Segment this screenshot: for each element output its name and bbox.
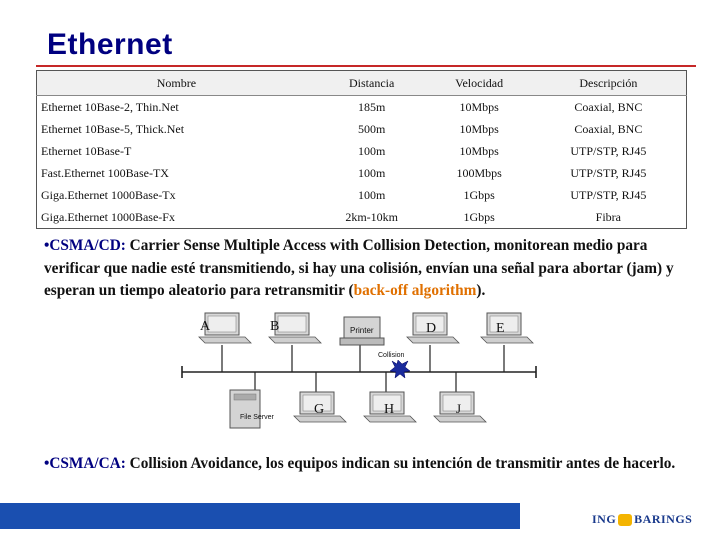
footer-bar [0, 503, 520, 529]
cell-descripcion: UTP/STP, RJ45 [570, 165, 647, 180]
label-j: J [456, 401, 462, 416]
computer-g-icon [294, 392, 346, 422]
csma-ca-text: Collision Avoidance, los equipos indican su intención de transmitir antes de hacerlo. [129, 455, 676, 472]
header-descripcion: Descripción [531, 71, 687, 96]
file-server-icon [230, 390, 275, 428]
header-nombre: Nombre [37, 71, 316, 96]
label-h: H [384, 402, 395, 417]
csma-cd-text: Carrier Sense Multiple Access with Collision Detection, monitorean medio para verificar que nadie esté transmitiendo, si hay una colisión, envían una señal para abortar (jam) y esperan un tiempo aleatorio para retransmitir ( [44, 237, 674, 299]
computer-d-icon [407, 313, 459, 343]
cell-descripcion: UTP/STP, RJ45 [570, 187, 647, 202]
bullet: • [44, 455, 50, 472]
cell-velocidad: 1Gbps [463, 187, 495, 202]
printer-icon [340, 317, 384, 345]
cell-nombre: Fast.Ethernet 100Base-TX [41, 165, 169, 180]
cell-descripcion: Fibra [595, 209, 622, 224]
label-printer: Printer [350, 326, 374, 335]
label-g: G [314, 402, 325, 417]
csma-ca-term: CSMA/CA: [49, 455, 126, 472]
csma-cd-term: CSMA/CD: [49, 237, 126, 254]
cell-nombre: Ethernet 10Base-5, Thick.Net [41, 121, 185, 136]
cell-velocidad: 10Mbps [459, 121, 499, 136]
cell-nombre: Giga.Ethernet 1000Base-Tx [41, 187, 176, 202]
cell-distancia: 100m [358, 165, 386, 180]
logo-barings: BARINGS [634, 512, 693, 526]
cell-descripcion: Coaxial, BNC [574, 99, 643, 114]
computer-b-icon [269, 313, 321, 343]
lion-icon [618, 514, 632, 526]
label-d: D [426, 321, 437, 336]
label-e: E [496, 321, 505, 336]
collision-label: Collision [378, 352, 405, 359]
header-distancia: Distancia [316, 71, 428, 96]
cell-velocidad: 1Gbps [463, 209, 495, 224]
backoff-term: back-off algorithm [353, 282, 477, 299]
header-velocidad: Velocidad [428, 71, 531, 96]
cell-distancia: 100m [358, 143, 386, 158]
cell-distancia: 500m [358, 121, 386, 136]
cell-distancia: 185m [358, 99, 386, 114]
ing-barings-logo [592, 512, 692, 527]
csma-cd-text-end: ). [476, 282, 486, 299]
label-file-server: File Server [240, 414, 274, 421]
label-b: B [270, 319, 280, 334]
csma-ca-paragraph [44, 453, 684, 476]
cell-velocidad: 10Mbps [459, 99, 499, 114]
cell-descripcion: UTP/STP, RJ45 [570, 143, 647, 158]
label-a: A [200, 319, 211, 334]
computer-j-icon [434, 392, 486, 422]
cell-nombre: Ethernet 10Base-T [41, 143, 132, 158]
logo-ing: ING [592, 512, 617, 526]
page-title: Ethernet [47, 28, 173, 61]
cell-descripcion: Coaxial, BNC [574, 121, 643, 136]
cell-nombre: Ethernet 10Base-2, Thin.Net [41, 99, 179, 114]
cell-velocidad: 10Mbps [459, 143, 499, 158]
computer-h-icon [364, 392, 416, 422]
collision-burst-icon [378, 352, 410, 378]
computer-a-icon [199, 313, 251, 343]
cell-distancia: 100m [358, 187, 386, 202]
cell-distancia: 2km-10km [345, 209, 398, 224]
bullet: • [44, 237, 50, 254]
cell-velocidad: 100Mbps [456, 165, 502, 180]
computer-e-icon [481, 313, 533, 343]
cell-nombre: Giga.Ethernet 1000Base-Fx [41, 209, 175, 224]
